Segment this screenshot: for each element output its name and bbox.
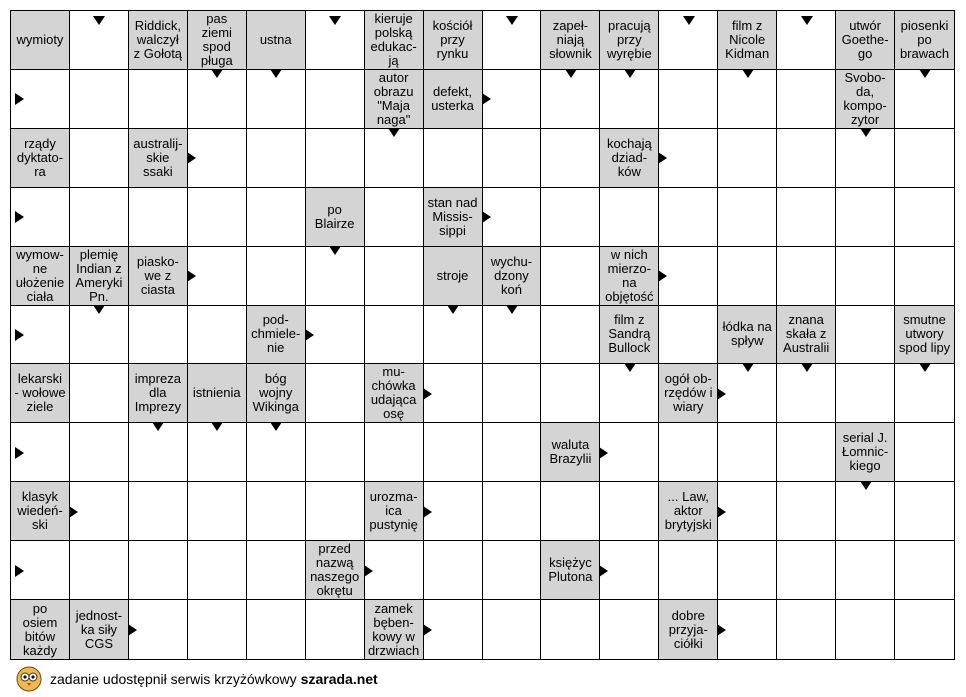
arrow-down-icon <box>93 305 105 314</box>
answer-cell[interactable] <box>70 541 129 600</box>
answer-cell[interactable] <box>541 306 600 365</box>
arrow-down-icon <box>742 363 754 372</box>
clue-cell: autor obrazu "Maja naga" <box>365 70 424 129</box>
clue-cell: dobre przyja- ciółki <box>659 600 718 659</box>
answer-cell[interactable] <box>247 600 306 659</box>
clue-cell: utwór Goethe- go <box>836 11 895 70</box>
answer-cell[interactable] <box>836 247 895 306</box>
arrow-down-icon <box>624 363 636 372</box>
clue-cell: jednost- ka siły CGS <box>70 600 129 659</box>
clue-cell: piosenki po brawach <box>895 11 954 70</box>
answer-cell[interactable] <box>365 541 424 600</box>
answer-cell[interactable] <box>70 364 129 423</box>
clue-cell: zapeł- niają słownik <box>541 11 600 70</box>
answer-cell[interactable] <box>483 70 542 129</box>
answer-cell[interactable] <box>306 600 365 659</box>
answer-cell[interactable] <box>188 306 247 365</box>
arrow-down-icon <box>742 69 754 78</box>
answer-cell[interactable] <box>188 541 247 600</box>
answer-cell[interactable] <box>659 129 718 188</box>
arrow-down-icon <box>860 481 872 490</box>
arrow-right-icon <box>599 447 608 459</box>
clue-cell: przed nazwą naszego okrętu <box>306 541 365 600</box>
clue-cell: smutne utwory spod lipy <box>895 306 954 365</box>
answer-cell[interactable] <box>247 247 306 306</box>
answer-cell[interactable] <box>306 247 365 306</box>
answer-cell[interactable] <box>777 70 836 129</box>
clue-cell: impreza dla Imprezy <box>129 364 188 423</box>
answer-cell[interactable] <box>247 188 306 247</box>
answer-cell[interactable] <box>247 423 306 482</box>
answer-cell[interactable] <box>600 188 659 247</box>
answer-cell[interactable] <box>777 423 836 482</box>
clue-cell: pod- chmiele- nie <box>247 306 306 365</box>
clue-cell: film z Sandrą Bullock <box>600 306 659 365</box>
answer-cell[interactable] <box>188 600 247 659</box>
owl-logo-icon <box>16 666 42 692</box>
arrow-right-icon <box>128 624 137 636</box>
answer-cell[interactable] <box>718 482 777 541</box>
answer-cell[interactable] <box>659 306 718 365</box>
clue-cell: istnienia <box>188 364 247 423</box>
answer-cell[interactable] <box>718 541 777 600</box>
arrow-down-icon <box>919 69 931 78</box>
clue-cell: klasyk wiedeń- ski <box>11 482 70 541</box>
answer-cell[interactable] <box>306 306 365 365</box>
arrow-right-icon <box>15 565 24 577</box>
answer-cell[interactable] <box>483 423 542 482</box>
answer-cell[interactable] <box>600 364 659 423</box>
arrow-right-icon <box>482 211 491 223</box>
clue-cell: mu- chówka udająca osę <box>365 364 424 423</box>
answer-cell[interactable] <box>365 247 424 306</box>
arrow-right-icon <box>187 270 196 282</box>
arrow-down-icon <box>270 422 282 431</box>
clue-cell: lekarski - wołowe ziele <box>11 364 70 423</box>
arrow-right-icon <box>482 93 491 105</box>
answer-cell[interactable] <box>895 364 954 423</box>
answer-cell[interactable] <box>895 541 954 600</box>
arrow-right-icon <box>717 388 726 400</box>
arrow-right-icon <box>423 506 432 518</box>
arrow-right-icon <box>15 93 24 105</box>
arrow-down-icon <box>683 16 695 25</box>
arrow-right-icon <box>305 329 314 341</box>
answer-cell[interactable] <box>659 423 718 482</box>
clue-cell: ... Law, aktor brytyjski <box>659 482 718 541</box>
answer-cell[interactable] <box>895 70 954 129</box>
answer-cell[interactable] <box>129 482 188 541</box>
answer-cell[interactable] <box>247 129 306 188</box>
arrow-right-icon <box>15 211 24 223</box>
answer-cell[interactable] <box>836 188 895 247</box>
arrow-down-icon <box>447 305 459 314</box>
answer-cell[interactable] <box>70 70 129 129</box>
answer-cell[interactable] <box>365 129 424 188</box>
answer-cell[interactable] <box>600 70 659 129</box>
arrow-right-icon <box>717 506 726 518</box>
answer-cell[interactable] <box>541 129 600 188</box>
answer-cell[interactable] <box>424 129 483 188</box>
arrow-right-icon <box>15 329 24 341</box>
arrow-down-icon <box>801 363 813 372</box>
answer-cell[interactable] <box>70 423 129 482</box>
answer-cell[interactable] <box>424 600 483 659</box>
answer-cell[interactable] <box>188 247 247 306</box>
answer-cell[interactable] <box>70 129 129 188</box>
answer-cell[interactable] <box>306 482 365 541</box>
answer-cell[interactable] <box>483 364 542 423</box>
answer-cell[interactable] <box>777 600 836 659</box>
answer-cell[interactable] <box>895 129 954 188</box>
answer-cell[interactable] <box>718 129 777 188</box>
answer-cell[interactable] <box>836 364 895 423</box>
answer-cell[interactable] <box>836 482 895 541</box>
arrow-down-icon <box>565 69 577 78</box>
answer-cell[interactable] <box>777 129 836 188</box>
arrow-down-icon <box>211 69 223 78</box>
arrow-right-icon <box>69 506 78 518</box>
answer-cell[interactable] <box>424 541 483 600</box>
answer-cell[interactable] <box>777 247 836 306</box>
answer-cell[interactable] <box>895 482 954 541</box>
clue-cell: łódka na spływ <box>718 306 777 365</box>
clue-cell: urozma- ica pustynię <box>365 482 424 541</box>
answer-cell[interactable] <box>836 600 895 659</box>
answer-cell[interactable] <box>718 423 777 482</box>
answer-cell[interactable] <box>129 423 188 482</box>
clue-cell: ogół ob- rzędów i wiary <box>659 364 718 423</box>
clue-cell: zamek bęben- kowy w drzwiach <box>365 600 424 659</box>
clue-cell: wymow- ne ułożenie ciała <box>11 247 70 306</box>
answer-cell[interactable] <box>777 364 836 423</box>
answer-cell[interactable] <box>483 541 542 600</box>
answer-cell[interactable] <box>424 306 483 365</box>
clue-cell: kieruje polską edukac- ją <box>365 11 424 70</box>
clue-cell: po osiem bitów każdy <box>11 600 70 659</box>
answer-cell[interactable] <box>659 188 718 247</box>
answer-cell[interactable] <box>895 247 954 306</box>
answer-cell[interactable] <box>424 364 483 423</box>
clue-cell: australij- skie ssaki <box>129 129 188 188</box>
clue-cell: defekt, usterka <box>424 70 483 129</box>
clue-cell: bóg wojny Wikinga <box>247 364 306 423</box>
answer-cell[interactable] <box>365 423 424 482</box>
answer-cell[interactable] <box>836 541 895 600</box>
answer-cell[interactable] <box>70 306 129 365</box>
arrow-down-icon <box>388 128 400 137</box>
clue-cell: stroje <box>424 247 483 306</box>
answer-cell[interactable] <box>129 70 188 129</box>
answer-cell[interactable] <box>718 188 777 247</box>
answer-cell[interactable] <box>247 541 306 600</box>
clue-cell: Svobo- da, kompo- zytor <box>836 70 895 129</box>
answer-cell[interactable] <box>306 423 365 482</box>
arrow-right-icon <box>717 624 726 636</box>
answer-cell[interactable] <box>541 188 600 247</box>
arrow-right-icon <box>599 565 608 577</box>
clue-cell: ustna <box>247 11 306 70</box>
answer-cell[interactable] <box>895 600 954 659</box>
answer-cell[interactable] <box>306 129 365 188</box>
arrow-down-icon <box>329 246 341 255</box>
answer-cell[interactable] <box>188 482 247 541</box>
answer-cell[interactable] <box>424 482 483 541</box>
answer-cell[interactable] <box>777 482 836 541</box>
answer-cell[interactable] <box>541 247 600 306</box>
answer-cell[interactable] <box>600 423 659 482</box>
clue-cell: wymioty <box>11 11 70 70</box>
answer-cell[interactable] <box>659 247 718 306</box>
answer-cell[interactable] <box>483 129 542 188</box>
clue-cell: Riddick, walczył z Gołotą <box>129 11 188 70</box>
arrow-down-icon <box>801 16 813 25</box>
clue-cell: wychu- dzony koń <box>483 247 542 306</box>
answer-cell[interactable] <box>365 188 424 247</box>
clue-cell: kochają dziad- ków <box>600 129 659 188</box>
answer-cell[interactable] <box>129 306 188 365</box>
answer-cell[interactable] <box>70 482 129 541</box>
answer-cell[interactable] <box>600 600 659 659</box>
answer-cell[interactable] <box>718 247 777 306</box>
arrow-right-icon <box>187 152 196 164</box>
answer-cell[interactable] <box>424 423 483 482</box>
arrow-down-icon <box>93 16 105 25</box>
clue-cell: stan nad Missis- sippi <box>424 188 483 247</box>
answer-cell[interactable] <box>483 188 542 247</box>
answer-cell[interactable] <box>306 364 365 423</box>
footer-text: zadanie udostępnił serwis krzyżówkowy <box>50 671 297 687</box>
answer-cell[interactable] <box>247 70 306 129</box>
answer-cell[interactable] <box>188 188 247 247</box>
answer-cell[interactable] <box>659 70 718 129</box>
clue-cell: waluta Brazylii <box>541 423 600 482</box>
footer <box>16 664 378 694</box>
answer-cell[interactable] <box>129 188 188 247</box>
answer-cell[interactable] <box>129 541 188 600</box>
answer-cell[interactable] <box>718 70 777 129</box>
footer-brand[interactable]: szarada.net <box>300 671 378 687</box>
clue-cell: piasko- we z ciasta <box>129 247 188 306</box>
answer-cell[interactable] <box>718 600 777 659</box>
answer-cell[interactable] <box>895 188 954 247</box>
clue-cell: w nich mierzo- na objętość <box>600 247 659 306</box>
answer-cell[interactable] <box>777 541 836 600</box>
answer-cell[interactable] <box>483 600 542 659</box>
arrow-right-icon <box>364 565 373 577</box>
answer-cell[interactable] <box>70 188 129 247</box>
answer-cell[interactable] <box>541 482 600 541</box>
arrow-down-icon <box>270 69 282 78</box>
clue-cell: pracują przy wyrębie <box>600 11 659 70</box>
answer-cell[interactable] <box>895 423 954 482</box>
arrow-right-icon <box>658 152 667 164</box>
answer-cell[interactable] <box>188 423 247 482</box>
clue-cell: film z Nicole Kidman <box>718 11 777 70</box>
arrow-down-icon <box>329 16 341 25</box>
clue-cell: serial J. Łomnic- kiego <box>836 423 895 482</box>
arrow-down-icon <box>860 128 872 137</box>
answer-cell[interactable] <box>541 70 600 129</box>
clue-cell: plemię Indian z Ameryki Pn. <box>70 247 129 306</box>
answer-cell[interactable] <box>836 129 895 188</box>
crossword-grid <box>10 10 955 660</box>
answer-cell[interactable] <box>659 541 718 600</box>
clue-cell: pas ziemi spod pługa <box>188 11 247 70</box>
clue-cell: po Blairze <box>306 188 365 247</box>
answer-cell[interactable] <box>188 70 247 129</box>
answer-cell[interactable] <box>483 306 542 365</box>
arrow-right-icon <box>658 270 667 282</box>
arrow-right-icon <box>423 388 432 400</box>
arrow-down-icon <box>211 422 223 431</box>
answer-cell[interactable] <box>247 482 306 541</box>
answer-cell[interactable] <box>541 364 600 423</box>
clue-cell: kościół przy rynku <box>424 11 483 70</box>
arrow-down-icon <box>152 422 164 431</box>
answer-cell[interactable] <box>600 482 659 541</box>
answer-cell[interactable] <box>600 541 659 600</box>
answer-cell[interactable] <box>306 70 365 129</box>
arrow-down-icon <box>919 363 931 372</box>
answer-cell[interactable] <box>129 600 188 659</box>
arrow-down-icon <box>624 69 636 78</box>
answer-cell[interactable] <box>836 306 895 365</box>
arrow-down-icon <box>506 16 518 25</box>
clue-cell: księżyc Plutona <box>541 541 600 600</box>
answer-cell[interactable] <box>541 600 600 659</box>
answer-cell[interactable] <box>777 188 836 247</box>
arrow-right-icon <box>423 624 432 636</box>
answer-cell[interactable] <box>188 129 247 188</box>
clue-cell: rządy dyktato- ra <box>11 129 70 188</box>
arrow-right-icon <box>15 447 24 459</box>
clue-cell: znana skała z Australii <box>777 306 836 365</box>
arrow-down-icon <box>506 305 518 314</box>
answer-cell[interactable] <box>365 306 424 365</box>
answer-cell[interactable] <box>718 364 777 423</box>
answer-cell[interactable] <box>483 482 542 541</box>
